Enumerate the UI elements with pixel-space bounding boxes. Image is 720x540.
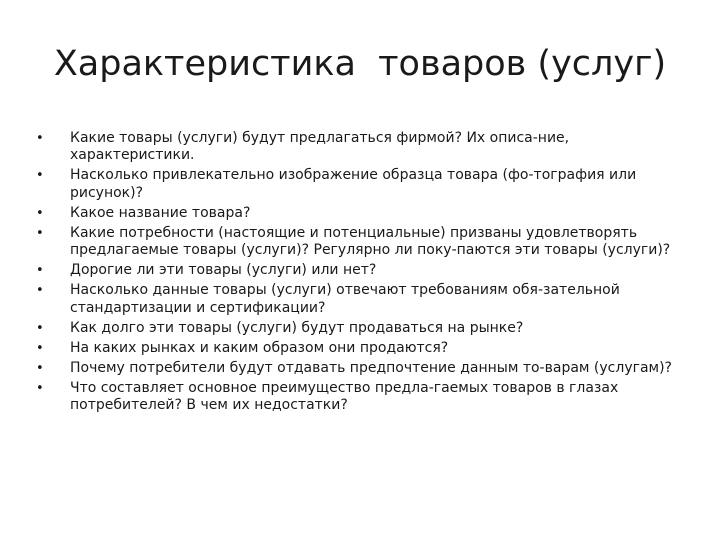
list-item-text: Дорогие ли эти товары (услуги) или нет? (70, 262, 377, 279)
list-item-text: Какое название товара? (70, 204, 251, 221)
list-item-text: Почему потребители будут отдавать предпочтение данным то-варам (услугам)? (70, 359, 672, 376)
bullet-icon: • (36, 360, 44, 376)
list-item-text: Какие товары (услуги) будут предлагаться фирмой? Их описа-ние, характеристики. (70, 130, 570, 164)
list-item-text: Как долго эти товары (услуги) будут продаваться на рынке? (70, 319, 524, 336)
bullet-icon: • (36, 380, 44, 396)
bullet-icon: • (36, 168, 44, 184)
bullet-icon: • (36, 283, 44, 299)
list-item (36, 205, 696, 222)
slide-title: Характеристика товаров (услуг) (53, 44, 667, 84)
list-item-text: Какие потребности (настоящие и потенциальные) призваны удовлетворять предлагаемые товары (услуги)? Регулярно ли поку-паются эти товары (услуги)? (70, 224, 671, 259)
bullet-icon: • (36, 131, 44, 146)
bullet-icon: • (36, 320, 44, 336)
list-item (36, 360, 696, 377)
bullet-icon: • (36, 340, 44, 356)
list-item-text: На каких рынках и каким образом они продаются? (70, 339, 449, 356)
list-item-text: Насколько данные товары (услуги) отвечают требованиям обя-зательной стандартизации и сертификации? (70, 282, 620, 316)
list-item (36, 380, 696, 415)
list-item (36, 320, 696, 337)
list-item (36, 282, 696, 317)
list-item-text: Что составляет основное преимущество предла-гаемых товаров в глазах потребителей? В чем их недостатки? (70, 379, 619, 414)
bullet-icon: • (36, 205, 44, 221)
bullet-list (36, 130, 696, 417)
list-item (36, 262, 696, 279)
bullet-icon: • (36, 263, 44, 279)
list-item (36, 340, 696, 357)
list-item (36, 225, 696, 260)
bullet-icon: • (36, 225, 44, 241)
list-item (36, 130, 696, 165)
list-item (36, 167, 696, 202)
list-item-text: Насколько привлекательно изображение образца товара (фо-тография или рисунок)? (70, 167, 637, 201)
